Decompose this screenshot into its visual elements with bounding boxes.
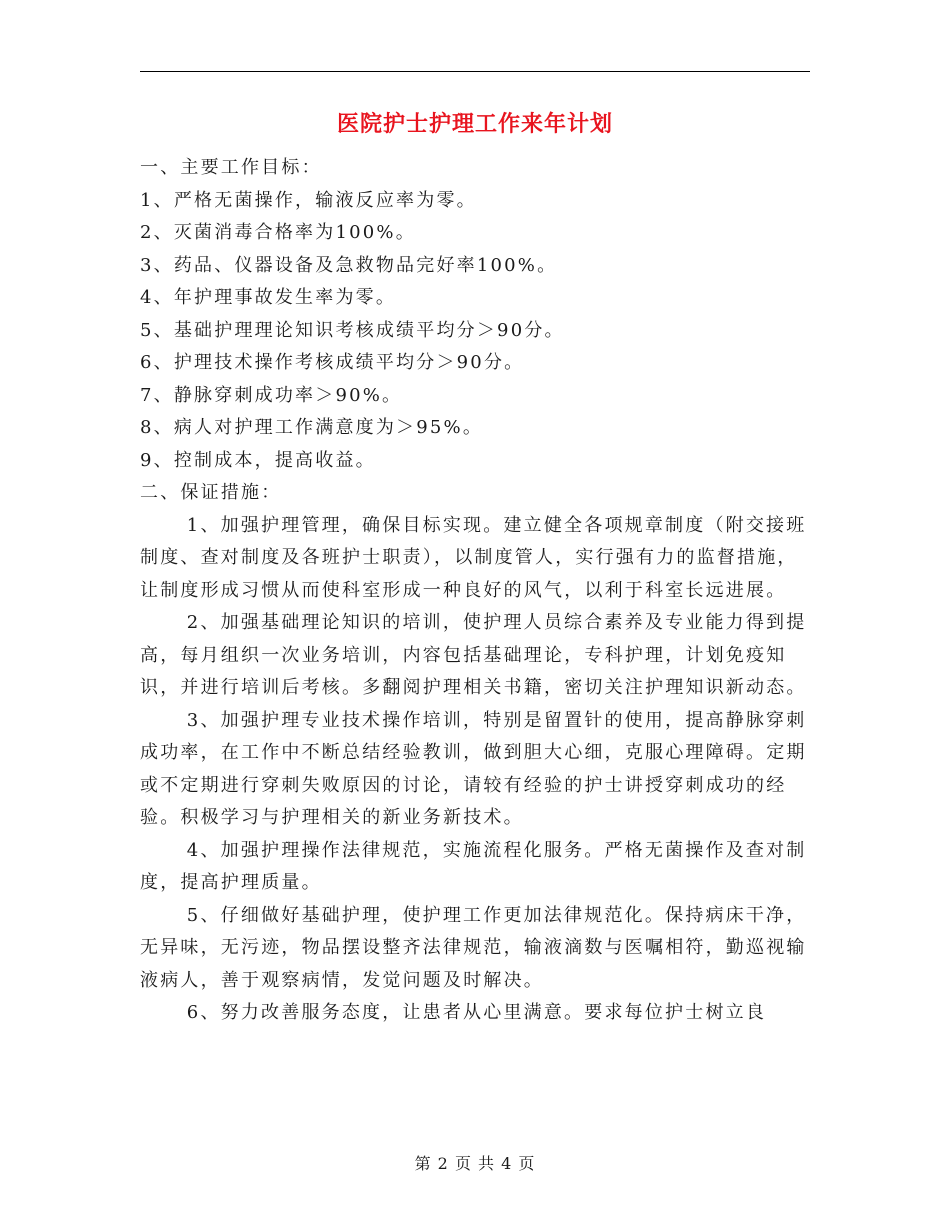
section-heading-measures: 二、保证措施： [140,482,282,503]
goal-item: 9、控制成本，提高收益。 [140,449,376,471]
page-number-footer: 第 2 页 共 4 页 [414,1154,536,1173]
goal-item: 5、基础护理理论知识考核成绩平均分＞90分。 [140,319,565,341]
header-rule [140,71,810,72]
measure-paragraph: 3、加强护理专业技术操作培训，特别是留置针的使用，提高静脉穿刺成功率，在工作中不断总结经验教训，做到胆大心细，克服心理障碍。定期或不定期进行穿刺失败原因的讨论，请较有经验的护士讲授穿刺成功的经验。积极学习与护理相关的新业务新技术。 [140,709,807,828]
measure-paragraph: 6、努力改善服务态度，让患者从心里满意。要求每位护士树立良 [186,1002,767,1023]
goal-item: 2、灭菌消毒合格率为100%。 [140,222,416,243]
goal-item: 3、药品、仪器设备及急救物品完好率100%。 [140,254,558,276]
document-title: 医院护士护理工作来年计划 [336,111,613,137]
measure-paragraph: 4、加强护理操作法律规范，实施流程化服务。严格无菌操作及查对制度，提高护理质量。 [140,839,807,893]
section-heading-goals: 一、主要工作目标： [140,157,322,178]
measure-paragraph: 5、仔细做好基础护理，使护理工作更加法律规范化。保持病床干净，无异味，无污迹，物品摆设整齐法律规范，输液滴数与医嘱相符，勤巡视输液病人，善于观察病情，发觉问题及时解决。 [140,904,807,991]
goal-item: 1、严格无菌操作，输液反应率为零。 [140,189,477,211]
goal-item: 6、护理技术操作考核成绩平均分＞90分。 [140,352,525,373]
goal-item: 8、病人对护理工作满意度为＞95%。 [140,417,484,438]
document-body [140,152,810,1030]
measure-paragraph: 2、加强基础理论知识的培训，使护理人员综合素养及专业能力得到提高，每月组织一次业务培训，内容包括基础理论，专科护理，计划免疫知识，并进行培训后考核。多翻阅护理相关书籍，密切关注护理知识新动态。 [140,612,807,698]
measure-paragraph: 1、加强护理管理，确保目标实现。建立健全各项规章制度（附交接班制度、查对制度及各班护士职责），以制度管人，实行强有力的监督措施，让制度形成习惯从而使科室形成一种良好的风气，以利于科室长远进展。 [140,514,807,601]
goal-item: 7、静脉穿刺成功率＞90%。 [140,384,403,406]
goal-item: 4、年护理事故发生率为零。 [140,287,397,308]
